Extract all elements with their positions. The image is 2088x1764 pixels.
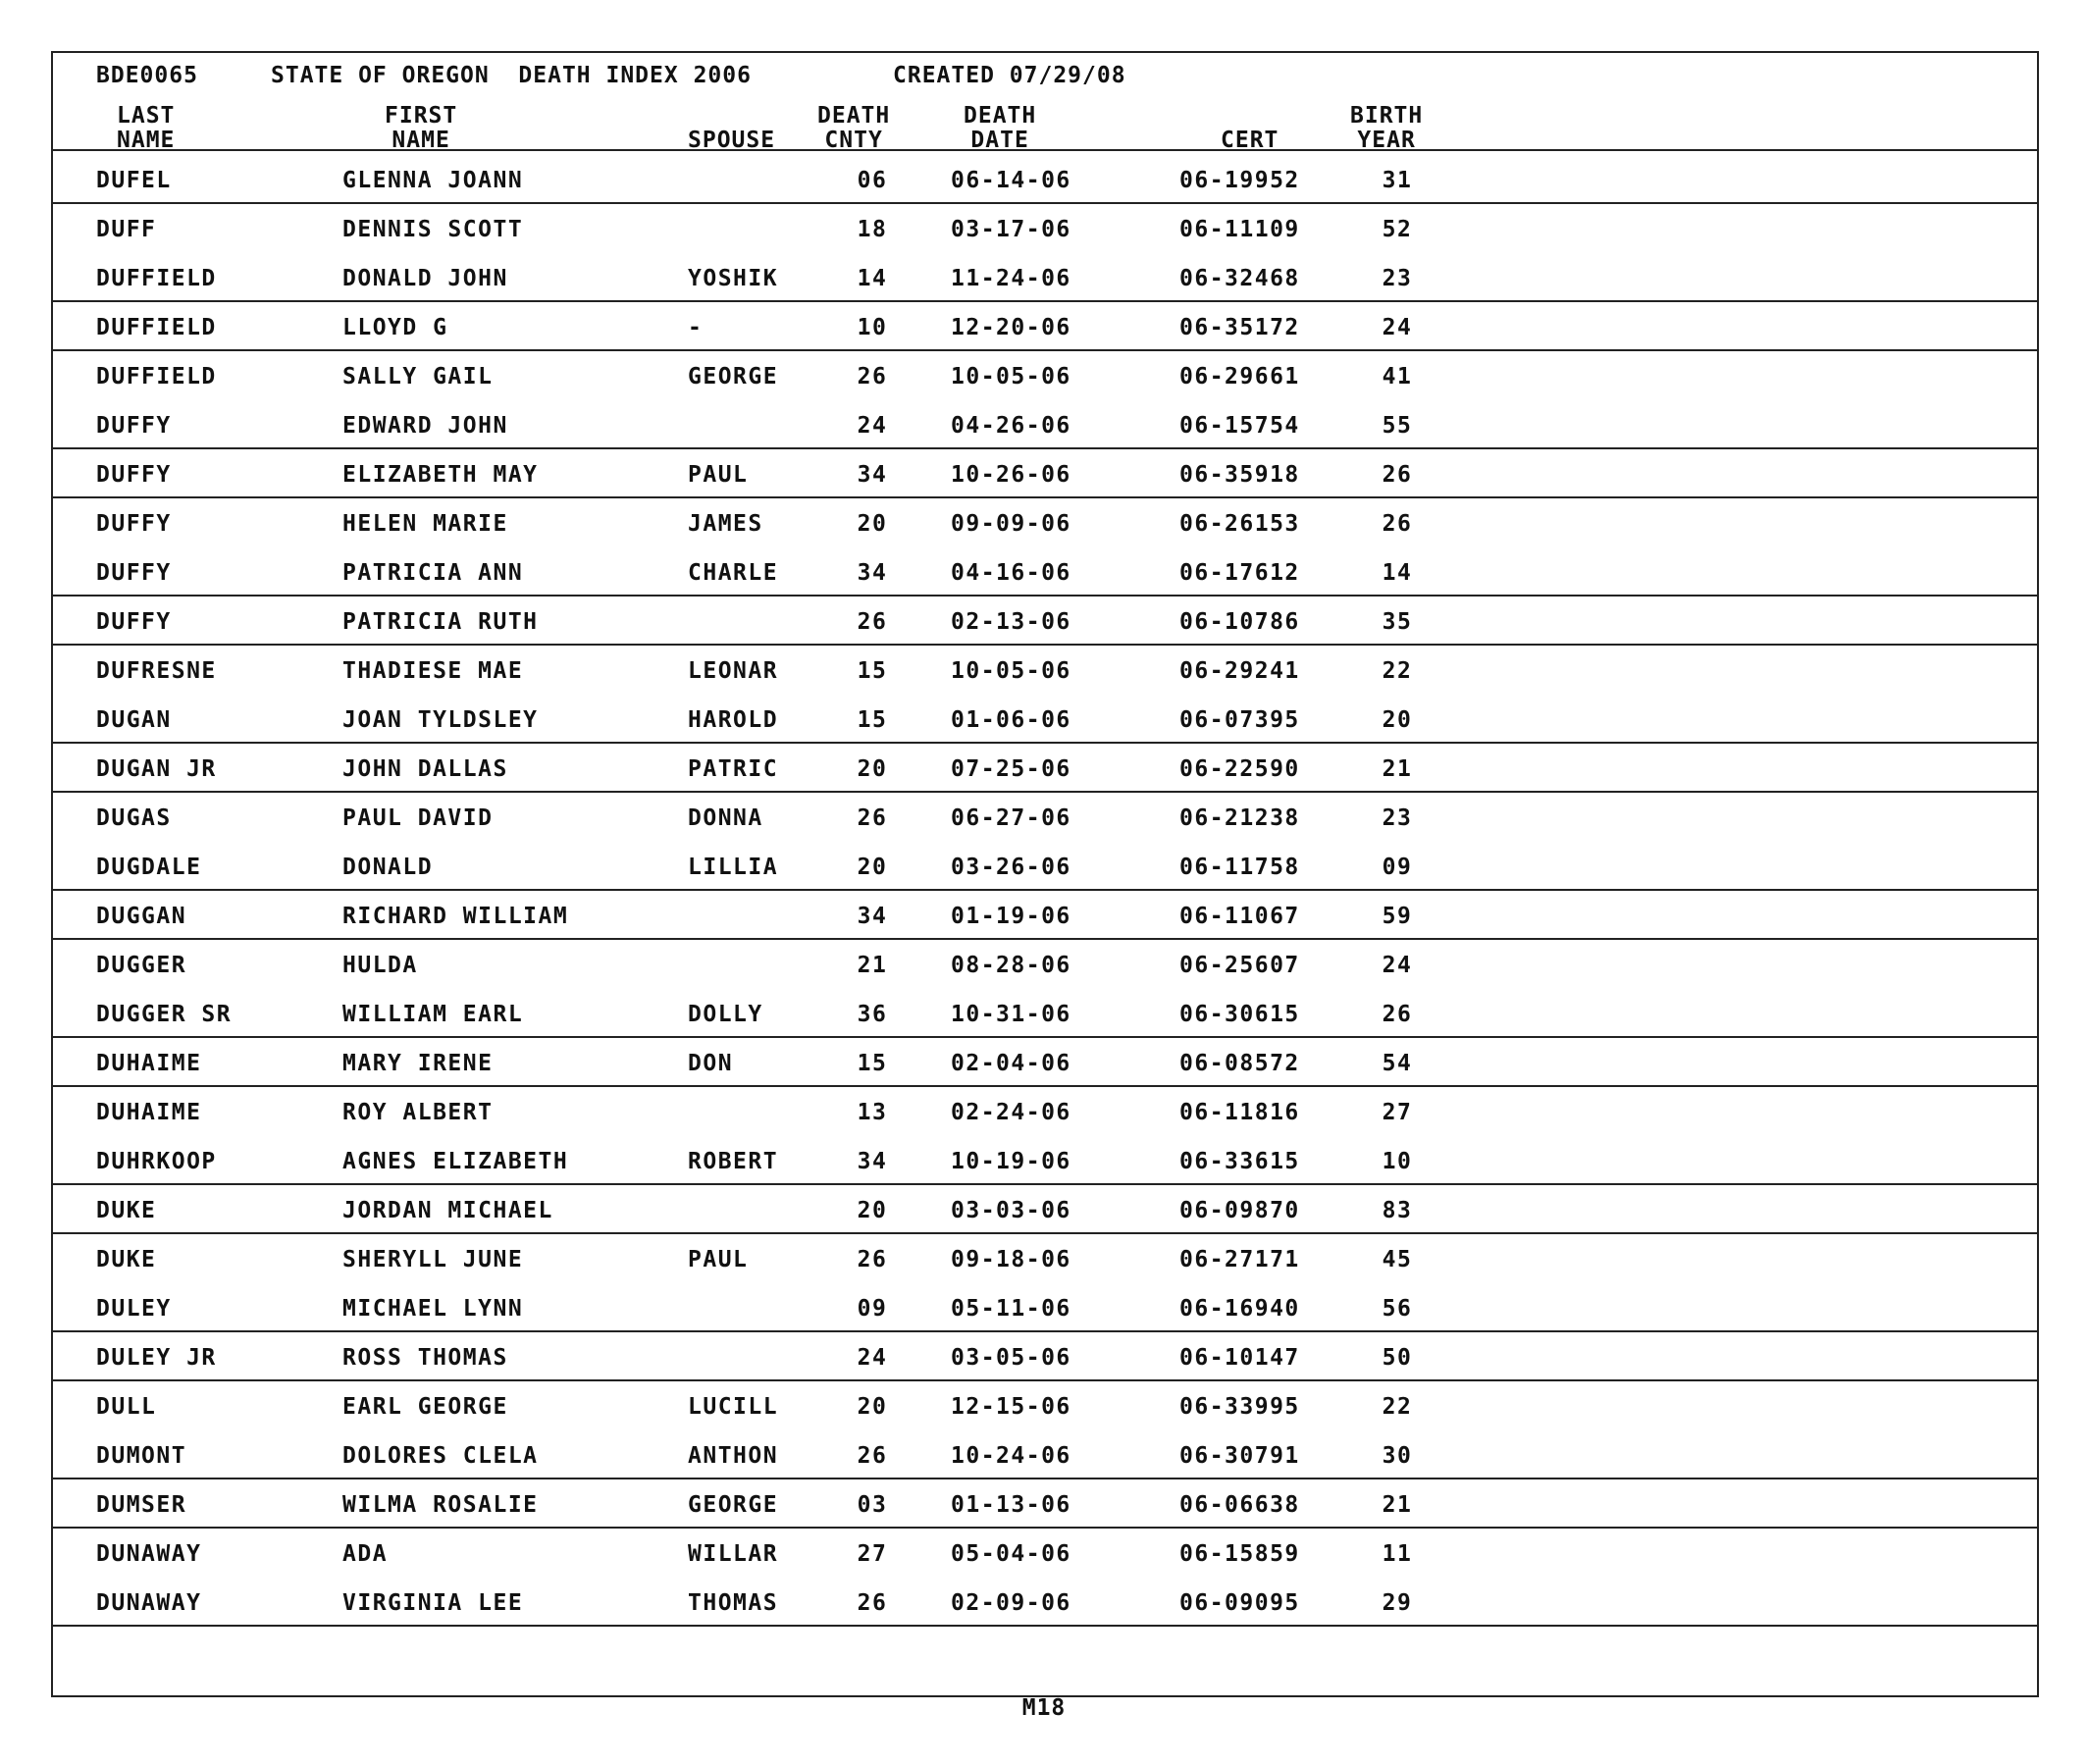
first-name-cell: AGNES ELIZABETH [342, 1149, 569, 1174]
spouse-cell: PATRIC [688, 756, 779, 782]
birth-year-cell: 31 [1382, 168, 1413, 193]
cert-number-cell: 06-06638 [1179, 1492, 1300, 1518]
birth-year-cell: 35 [1382, 609, 1413, 635]
cert-number-cell: 06-29661 [1179, 364, 1300, 389]
last-name-cell: DUFFY [96, 462, 172, 488]
spouse-cell: THOMAS [688, 1590, 779, 1616]
first-name-cell: PAUL DAVID [342, 805, 494, 831]
death-county-cell: 20 [857, 855, 888, 880]
death-date-cell: 10-19-06 [951, 1149, 1071, 1174]
last-name-cell: DUGDALE [96, 855, 202, 880]
table-row [53, 1529, 2037, 1578]
spouse-cell: DON [688, 1051, 734, 1076]
death-date-cell: 10-05-06 [951, 658, 1071, 684]
death-county-cell: 34 [857, 560, 888, 586]
first-name-cell: VIRGINIA LEE [342, 1590, 524, 1616]
cert-number-cell: 06-15754 [1179, 413, 1300, 439]
first-name-cell: PATRICIA RUTH [342, 609, 539, 635]
last-name-cell: DUFFIELD [96, 315, 217, 340]
table-row [53, 1430, 2037, 1479]
table-row [53, 1332, 2037, 1381]
death-date-cell: 09-09-06 [951, 511, 1071, 537]
first-name-cell: THADIESE MAE [342, 658, 524, 684]
first-name-cell: EARL GEORGE [342, 1394, 508, 1420]
death-county-cell: 34 [857, 1149, 888, 1174]
first-name-cell: DOLORES CLELA [342, 1443, 539, 1469]
column-header-spouse: SPOUSE [688, 128, 776, 153]
death-date-cell: 11-24-06 [951, 266, 1071, 291]
table-row [53, 1479, 2037, 1529]
table-row [53, 891, 2037, 940]
first-name-cell: DENNIS SCOTT [342, 217, 524, 242]
table-row [53, 1283, 2037, 1332]
death-county-cell: 34 [857, 904, 888, 929]
first-name-cell: WILLIAM EARL [342, 1002, 524, 1027]
cert-number-cell: 06-33615 [1179, 1149, 1300, 1174]
birth-year-cell: 20 [1382, 707, 1413, 733]
spouse-cell: WILLAR [688, 1541, 779, 1567]
table-row [53, 1578, 2037, 1627]
last-name-cell: DUGGER [96, 953, 187, 978]
death-date-cell: 03-26-06 [951, 855, 1071, 880]
death-date-cell: 05-11-06 [951, 1296, 1071, 1322]
last-name-cell: DUFEL [96, 168, 172, 193]
last-name-cell: DUGAS [96, 805, 172, 831]
column-header-last-name: LAST NAME [117, 103, 176, 153]
birth-year-cell: 24 [1382, 953, 1413, 978]
death-date-cell: 12-20-06 [951, 315, 1071, 340]
birth-year-cell: 10 [1382, 1149, 1413, 1174]
death-county-cell: 34 [857, 462, 888, 488]
column-header-first-name: FIRST NAME [385, 103, 458, 153]
last-name-cell: DUGAN JR [96, 756, 217, 782]
spouse-cell: DONNA [688, 805, 763, 831]
first-name-cell: DONALD [342, 855, 434, 880]
death-county-cell: 15 [857, 707, 888, 733]
table-row [53, 400, 2037, 449]
death-county-cell: 18 [857, 217, 888, 242]
spouse-cell: LILLIA [688, 855, 779, 880]
death-county-cell: 36 [857, 1002, 888, 1027]
birth-year-cell: 23 [1382, 266, 1413, 291]
death-county-cell: 09 [857, 1296, 888, 1322]
birth-year-cell: 50 [1382, 1345, 1413, 1371]
birth-year-cell: 21 [1382, 1492, 1413, 1518]
spouse-cell: LEONAR [688, 658, 779, 684]
cert-number-cell: 06-25607 [1179, 953, 1300, 978]
death-date-cell: 02-24-06 [951, 1100, 1071, 1125]
death-date-cell: 06-14-06 [951, 168, 1071, 193]
report-title: STATE OF OREGON DEATH INDEX 2006 [271, 63, 752, 88]
cert-number-cell: 06-15859 [1179, 1541, 1300, 1567]
death-date-cell: 05-04-06 [951, 1541, 1071, 1567]
spouse-cell: GEORGE [688, 364, 779, 389]
table-row [53, 302, 2037, 351]
death-date-cell: 03-17-06 [951, 217, 1071, 242]
table-row [53, 204, 2037, 253]
death-date-cell: 01-06-06 [951, 707, 1071, 733]
cert-number-cell: 06-08572 [1179, 1051, 1300, 1076]
column-header-cert: CERT [1221, 128, 1279, 153]
death-county-cell: 26 [857, 1443, 888, 1469]
table-row [53, 1381, 2037, 1430]
table-row [53, 1234, 2037, 1283]
death-county-cell: 03 [857, 1492, 888, 1518]
first-name-cell: SHERYLL JUNE [342, 1247, 524, 1272]
first-name-cell: JOAN TYLDSLEY [342, 707, 539, 733]
first-name-cell: LLOYD G [342, 315, 448, 340]
birth-year-cell: 24 [1382, 315, 1413, 340]
table-row [53, 744, 2037, 793]
death-county-cell: 24 [857, 1345, 888, 1371]
last-name-cell: DUHRKOOP [96, 1149, 217, 1174]
cert-number-cell: 06-16940 [1179, 1296, 1300, 1322]
spouse-cell: HAROLD [688, 707, 779, 733]
page-number: M18 [1021, 1695, 1067, 1721]
death-county-cell: 14 [857, 266, 888, 291]
death-county-cell: 20 [857, 756, 888, 782]
table-row [53, 793, 2037, 842]
first-name-cell: ELIZABETH MAY [342, 462, 539, 488]
last-name-cell: DUMONT [96, 1443, 187, 1469]
last-name-cell: DUFFY [96, 511, 172, 537]
spouse-cell: GEORGE [688, 1492, 779, 1518]
death-date-cell: 02-09-06 [951, 1590, 1071, 1616]
last-name-cell: DULL [96, 1394, 157, 1420]
birth-year-cell: 30 [1382, 1443, 1413, 1469]
death-county-cell: 26 [857, 1590, 888, 1616]
table-row [53, 1038, 2037, 1087]
spouse-cell: LUCILL [688, 1394, 779, 1420]
death-date-cell: 10-26-06 [951, 462, 1071, 488]
death-date-cell: 04-16-06 [951, 560, 1071, 586]
last-name-cell: DUGGAN [96, 904, 187, 929]
cert-number-cell: 06-30791 [1179, 1443, 1300, 1469]
first-name-cell: HELEN MARIE [342, 511, 508, 537]
table-row [53, 498, 2037, 547]
death-date-cell: 01-19-06 [951, 904, 1071, 929]
last-name-cell: DUGGER SR [96, 1002, 233, 1027]
birth-year-cell: 27 [1382, 1100, 1413, 1125]
spouse-cell: PAUL [688, 462, 749, 488]
cert-number-cell: 06-21238 [1179, 805, 1300, 831]
birth-year-cell: 59 [1382, 904, 1413, 929]
death-county-cell: 24 [857, 413, 888, 439]
cert-number-cell: 06-22590 [1179, 756, 1300, 782]
cert-number-cell: 06-09095 [1179, 1590, 1300, 1616]
table-row [53, 547, 2037, 597]
last-name-cell: DUHAIME [96, 1051, 202, 1076]
death-date-cell: 07-25-06 [951, 756, 1071, 782]
death-date-cell: 03-03-06 [951, 1198, 1071, 1223]
last-name-cell: DUGAN [96, 707, 172, 733]
header-rule [53, 149, 2037, 151]
cert-number-cell: 06-32468 [1179, 266, 1300, 291]
birth-year-cell: 29 [1382, 1590, 1413, 1616]
spouse-cell: DOLLY [688, 1002, 763, 1027]
last-name-cell: DUFFY [96, 560, 172, 586]
cert-number-cell: 06-27171 [1179, 1247, 1300, 1272]
last-name-cell: DUFFY [96, 609, 172, 635]
last-name-cell: DUFFIELD [96, 266, 217, 291]
death-county-cell: 15 [857, 1051, 888, 1076]
birth-year-cell: 22 [1382, 658, 1413, 684]
table-row [53, 989, 2037, 1038]
first-name-cell: PATRICIA ANN [342, 560, 524, 586]
death-date-cell: 02-13-06 [951, 609, 1071, 635]
death-date-cell: 10-24-06 [951, 1443, 1071, 1469]
birth-year-cell: 26 [1382, 511, 1413, 537]
first-name-cell: SALLY GAIL [342, 364, 494, 389]
last-name-cell: DULEY [96, 1296, 172, 1322]
table-row [53, 449, 2037, 498]
first-name-cell: MARY IRENE [342, 1051, 494, 1076]
cert-number-cell: 06-07395 [1179, 707, 1300, 733]
first-name-cell: ROSS THOMAS [342, 1345, 508, 1371]
first-name-cell: RICHARD WILLIAM [342, 904, 569, 929]
first-name-cell: ADA [342, 1541, 389, 1567]
table-row [53, 351, 2037, 400]
first-name-cell: ROY ALBERT [342, 1100, 494, 1125]
column-header-death-county: DEATH CNTY [817, 103, 891, 153]
spouse-cell: ANTHON [688, 1443, 779, 1469]
death-county-cell: 20 [857, 1394, 888, 1420]
last-name-cell: DUFFIELD [96, 364, 217, 389]
last-name-cell: DUNAWAY [96, 1541, 202, 1567]
last-name-cell: DUFF [96, 217, 157, 242]
cert-number-cell: 06-30615 [1179, 1002, 1300, 1027]
cert-number-cell: 06-29241 [1179, 658, 1300, 684]
death-county-cell: 26 [857, 364, 888, 389]
column-header-birth-year: BIRTH YEAR [1350, 103, 1424, 153]
cert-number-cell: 06-09870 [1179, 1198, 1300, 1223]
death-county-cell: 26 [857, 805, 888, 831]
cert-number-cell: 06-11816 [1179, 1100, 1300, 1125]
first-name-cell: EDWARD JOHN [342, 413, 508, 439]
cert-number-cell: 06-26153 [1179, 511, 1300, 537]
table-row [53, 1185, 2037, 1234]
column-header-death-date: DEATH DATE [964, 103, 1037, 153]
table-row [53, 253, 2037, 302]
last-name-cell: DUKE [96, 1198, 157, 1223]
birth-year-cell: 22 [1382, 1394, 1413, 1420]
death-date-cell: 02-04-06 [951, 1051, 1071, 1076]
report-id: BDE0065 [96, 63, 198, 88]
death-date-cell: 03-05-06 [951, 1345, 1071, 1371]
table-row [53, 597, 2037, 646]
cert-number-cell: 06-19952 [1179, 168, 1300, 193]
first-name-cell: GLENNA JOANN [342, 168, 524, 193]
birth-year-cell: 09 [1382, 855, 1413, 880]
first-name-cell: JORDAN MICHAEL [342, 1198, 553, 1223]
birth-year-cell: 55 [1382, 413, 1413, 439]
death-county-cell: 13 [857, 1100, 888, 1125]
spouse-cell: ROBERT [688, 1149, 779, 1174]
last-name-cell: DUFFY [96, 413, 172, 439]
table-row [53, 695, 2037, 744]
cert-number-cell: 06-35918 [1179, 462, 1300, 488]
death-date-cell: 08-28-06 [951, 953, 1071, 978]
death-date-cell: 10-31-06 [951, 1002, 1071, 1027]
first-name-cell: WILMA ROSALIE [342, 1492, 539, 1518]
birth-year-cell: 83 [1382, 1198, 1413, 1223]
birth-year-cell: 26 [1382, 462, 1413, 488]
death-county-cell: 06 [857, 168, 888, 193]
spouse-cell: CHARLE [688, 560, 779, 586]
spouse-cell: YOSHIK [688, 266, 779, 291]
birth-year-cell: 14 [1382, 560, 1413, 586]
birth-year-cell: 11 [1382, 1541, 1413, 1567]
table-row [53, 155, 2037, 204]
cert-number-cell: 06-10147 [1179, 1345, 1300, 1371]
birth-year-cell: 23 [1382, 805, 1413, 831]
table-row [53, 1087, 2037, 1136]
report-created-date: CREATED 07/29/08 [893, 63, 1126, 88]
death-date-cell: 09-18-06 [951, 1247, 1071, 1272]
cert-number-cell: 06-35172 [1179, 315, 1300, 340]
cert-number-cell: 06-11109 [1179, 217, 1300, 242]
last-name-cell: DUNAWAY [96, 1590, 202, 1616]
cert-number-cell: 06-33995 [1179, 1394, 1300, 1420]
death-date-cell: 04-26-06 [951, 413, 1071, 439]
first-name-cell: JOHN DALLAS [342, 756, 508, 782]
death-date-cell: 12-15-06 [951, 1394, 1071, 1420]
death-county-cell: 20 [857, 1198, 888, 1223]
birth-year-cell: 52 [1382, 217, 1413, 242]
row-separator [53, 1625, 2037, 1627]
last-name-cell: DUKE [96, 1247, 157, 1272]
spouse-cell: - [688, 315, 704, 340]
table-row [53, 1136, 2037, 1185]
index-page-frame [51, 51, 2039, 1697]
cert-number-cell: 06-11758 [1179, 855, 1300, 880]
birth-year-cell: 54 [1382, 1051, 1413, 1076]
cert-number-cell: 06-11067 [1179, 904, 1300, 929]
birth-year-cell: 56 [1382, 1296, 1413, 1322]
death-date-cell: 01-13-06 [951, 1492, 1071, 1518]
death-date-cell: 06-27-06 [951, 805, 1071, 831]
first-name-cell: DONALD JOHN [342, 266, 508, 291]
birth-year-cell: 26 [1382, 1002, 1413, 1027]
last-name-cell: DUFRESNE [96, 658, 217, 684]
cert-number-cell: 06-17612 [1179, 560, 1300, 586]
first-name-cell: HULDA [342, 953, 418, 978]
death-county-cell: 26 [857, 1247, 888, 1272]
table-row [53, 646, 2037, 695]
cert-number-cell: 06-10786 [1179, 609, 1300, 635]
birth-year-cell: 21 [1382, 756, 1413, 782]
first-name-cell: MICHAEL LYNN [342, 1296, 524, 1322]
death-county-cell: 21 [857, 953, 888, 978]
table-row [53, 842, 2037, 891]
birth-year-cell: 45 [1382, 1247, 1413, 1272]
death-county-cell: 26 [857, 609, 888, 635]
spouse-cell: PAUL [688, 1247, 749, 1272]
death-county-cell: 20 [857, 511, 888, 537]
death-date-cell: 10-05-06 [951, 364, 1071, 389]
death-county-cell: 27 [857, 1541, 888, 1567]
last-name-cell: DUMSER [96, 1492, 187, 1518]
last-name-cell: DUHAIME [96, 1100, 202, 1125]
death-county-cell: 10 [857, 315, 888, 340]
birth-year-cell: 41 [1382, 364, 1413, 389]
table-row [53, 940, 2037, 989]
spouse-cell: JAMES [688, 511, 763, 537]
death-county-cell: 15 [857, 658, 888, 684]
last-name-cell: DULEY JR [96, 1345, 217, 1371]
